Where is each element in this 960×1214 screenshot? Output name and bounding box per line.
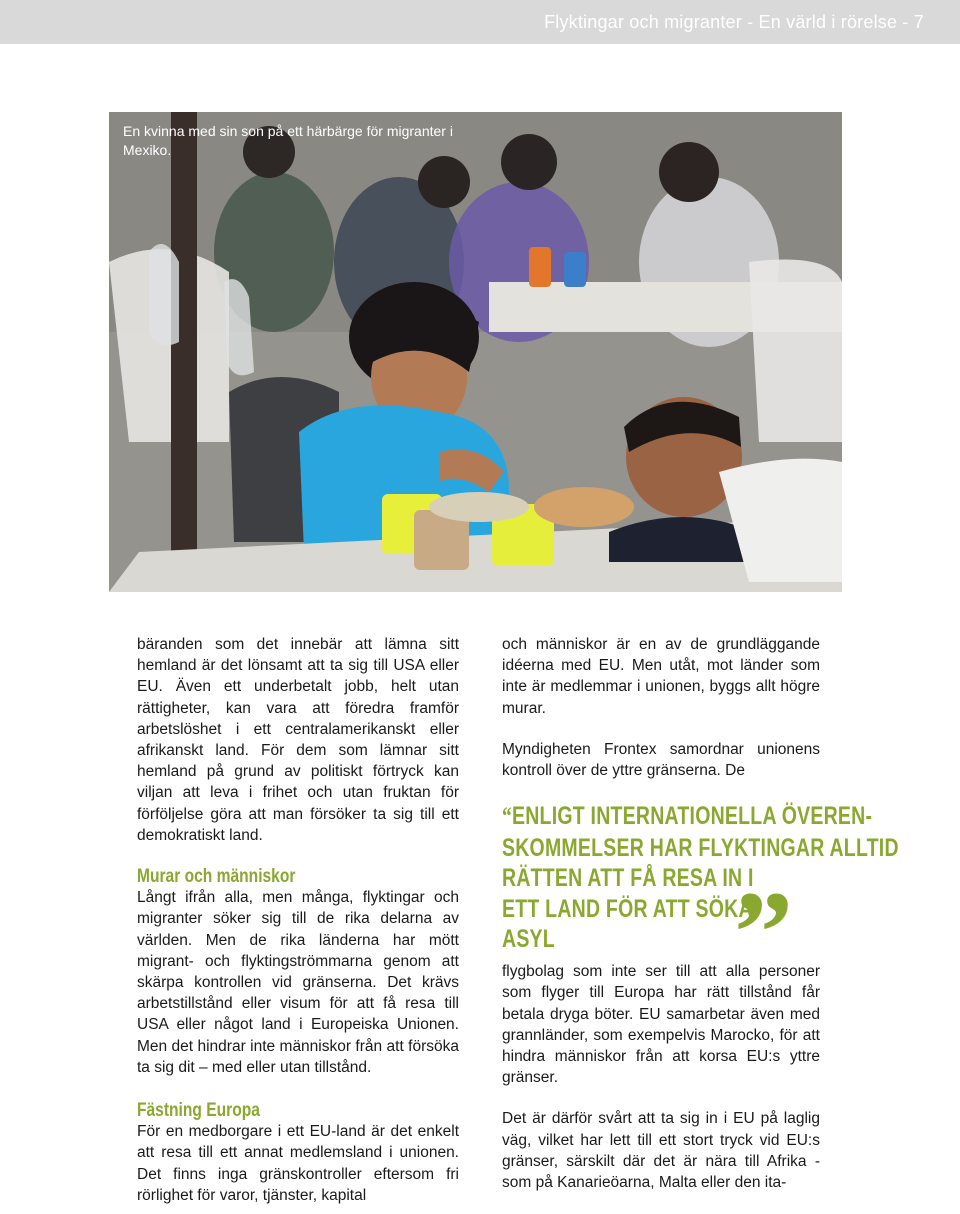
body-paragraph: För en medborgare i ett EU-land är det enkelt att resa till ett annat medlemsland i unionen. Det finns inga gränskontroller eftersom fri rörlighet för varor, tjänster, kapital (137, 1123, 459, 1204)
page-header (0, 0, 960, 44)
close-quote-mark: ” (734, 867, 793, 999)
right-column (502, 634, 899, 1193)
section-heading-murar: Murar och människor (137, 866, 296, 888)
left-column (137, 634, 459, 1206)
body-paragraph: och människor är en av de grundläggande idéerna med EU. Men utåt, mot länder som inte är medlemmar i unionen, byggs allt högre murar. (502, 636, 820, 717)
pull-quote-line-3: RÄTTEN ATT FÅ RESA IN I (502, 864, 754, 893)
pull-quote-line-4: ETT LAND FÖR ATT SÖKA (502, 894, 753, 923)
pull-quote (502, 801, 899, 999)
photo-illustration (109, 112, 842, 592)
body-paragraph: flygbolag som inte ser till att alla personer som flyger till Europa har rätt tillstånd får betala dryga böter. EU samarbetar även med grannländer, som exempelvis Marocko, för att hindra människor från att korsa EU:s yttre gränser. (502, 963, 820, 1087)
running-header-title: Flyktingar och migranter - En värld i rörelse - 7 (544, 12, 924, 32)
photo-migrant-shelter (109, 112, 842, 592)
pull-quote-line-5: ASYL (502, 925, 555, 954)
pull-quote-line-1: “ENLIGT INTERNATIONELLA ÖVEREN- (502, 802, 873, 831)
pull-quote-line-2: SKOMMELSER HAR FLYKTINGAR ALLTID (502, 833, 899, 862)
body-paragraph: Det är därför svårt att ta sig in i EU på laglig väg, vilket har lett till ett stort tryck vid EU:s gränser, särskilt där det är nära till Afrika - som på Kanarieöarna, Malta eller den ita- (502, 1110, 820, 1192)
section-heading-fastning: Fästning Europa (137, 1100, 260, 1122)
photo-caption: En kvinna med sin son på ett härbärge för migranter i Mexiko. (123, 123, 453, 158)
body-paragraph: Myndigheten Frontex samordnar unionens kontroll över de yttre gränserna. De (502, 740, 820, 780)
body-paragraph: Långt ifrån alla, men många, flyktingar och migranter söker sig till de rika delarna av världen. Men de rika länderna har mött migrant- och flyktingströmmarna genom att skärpa kontrollen vid gränserna. Det krävs arbetstillstånd eller visum för att få resa till USA eller något land i Europeiska Unionen. Men det hindrar inte människor från att försöka ta sig dit – med eller utan tillstånd. (137, 889, 459, 1076)
body-paragraph: bäranden som det innebär att lämna sitt hemland är det lönsamt att ta sig till USA eller EU. Även ett underbetalt jobb, helt utan rättigheter, kan vara att föredra framför arbetslöshet i ett centralamerikanskt eller afrikanskt land. För dem som lämnar sitt hemland på grund av politiskt förtryck kan viljan att leva i frihet och utan fruktan för förföljelse göra att man försöker ta sig till ett demokratiskt land. (137, 636, 459, 844)
open-quote-mark: “ (502, 803, 512, 831)
